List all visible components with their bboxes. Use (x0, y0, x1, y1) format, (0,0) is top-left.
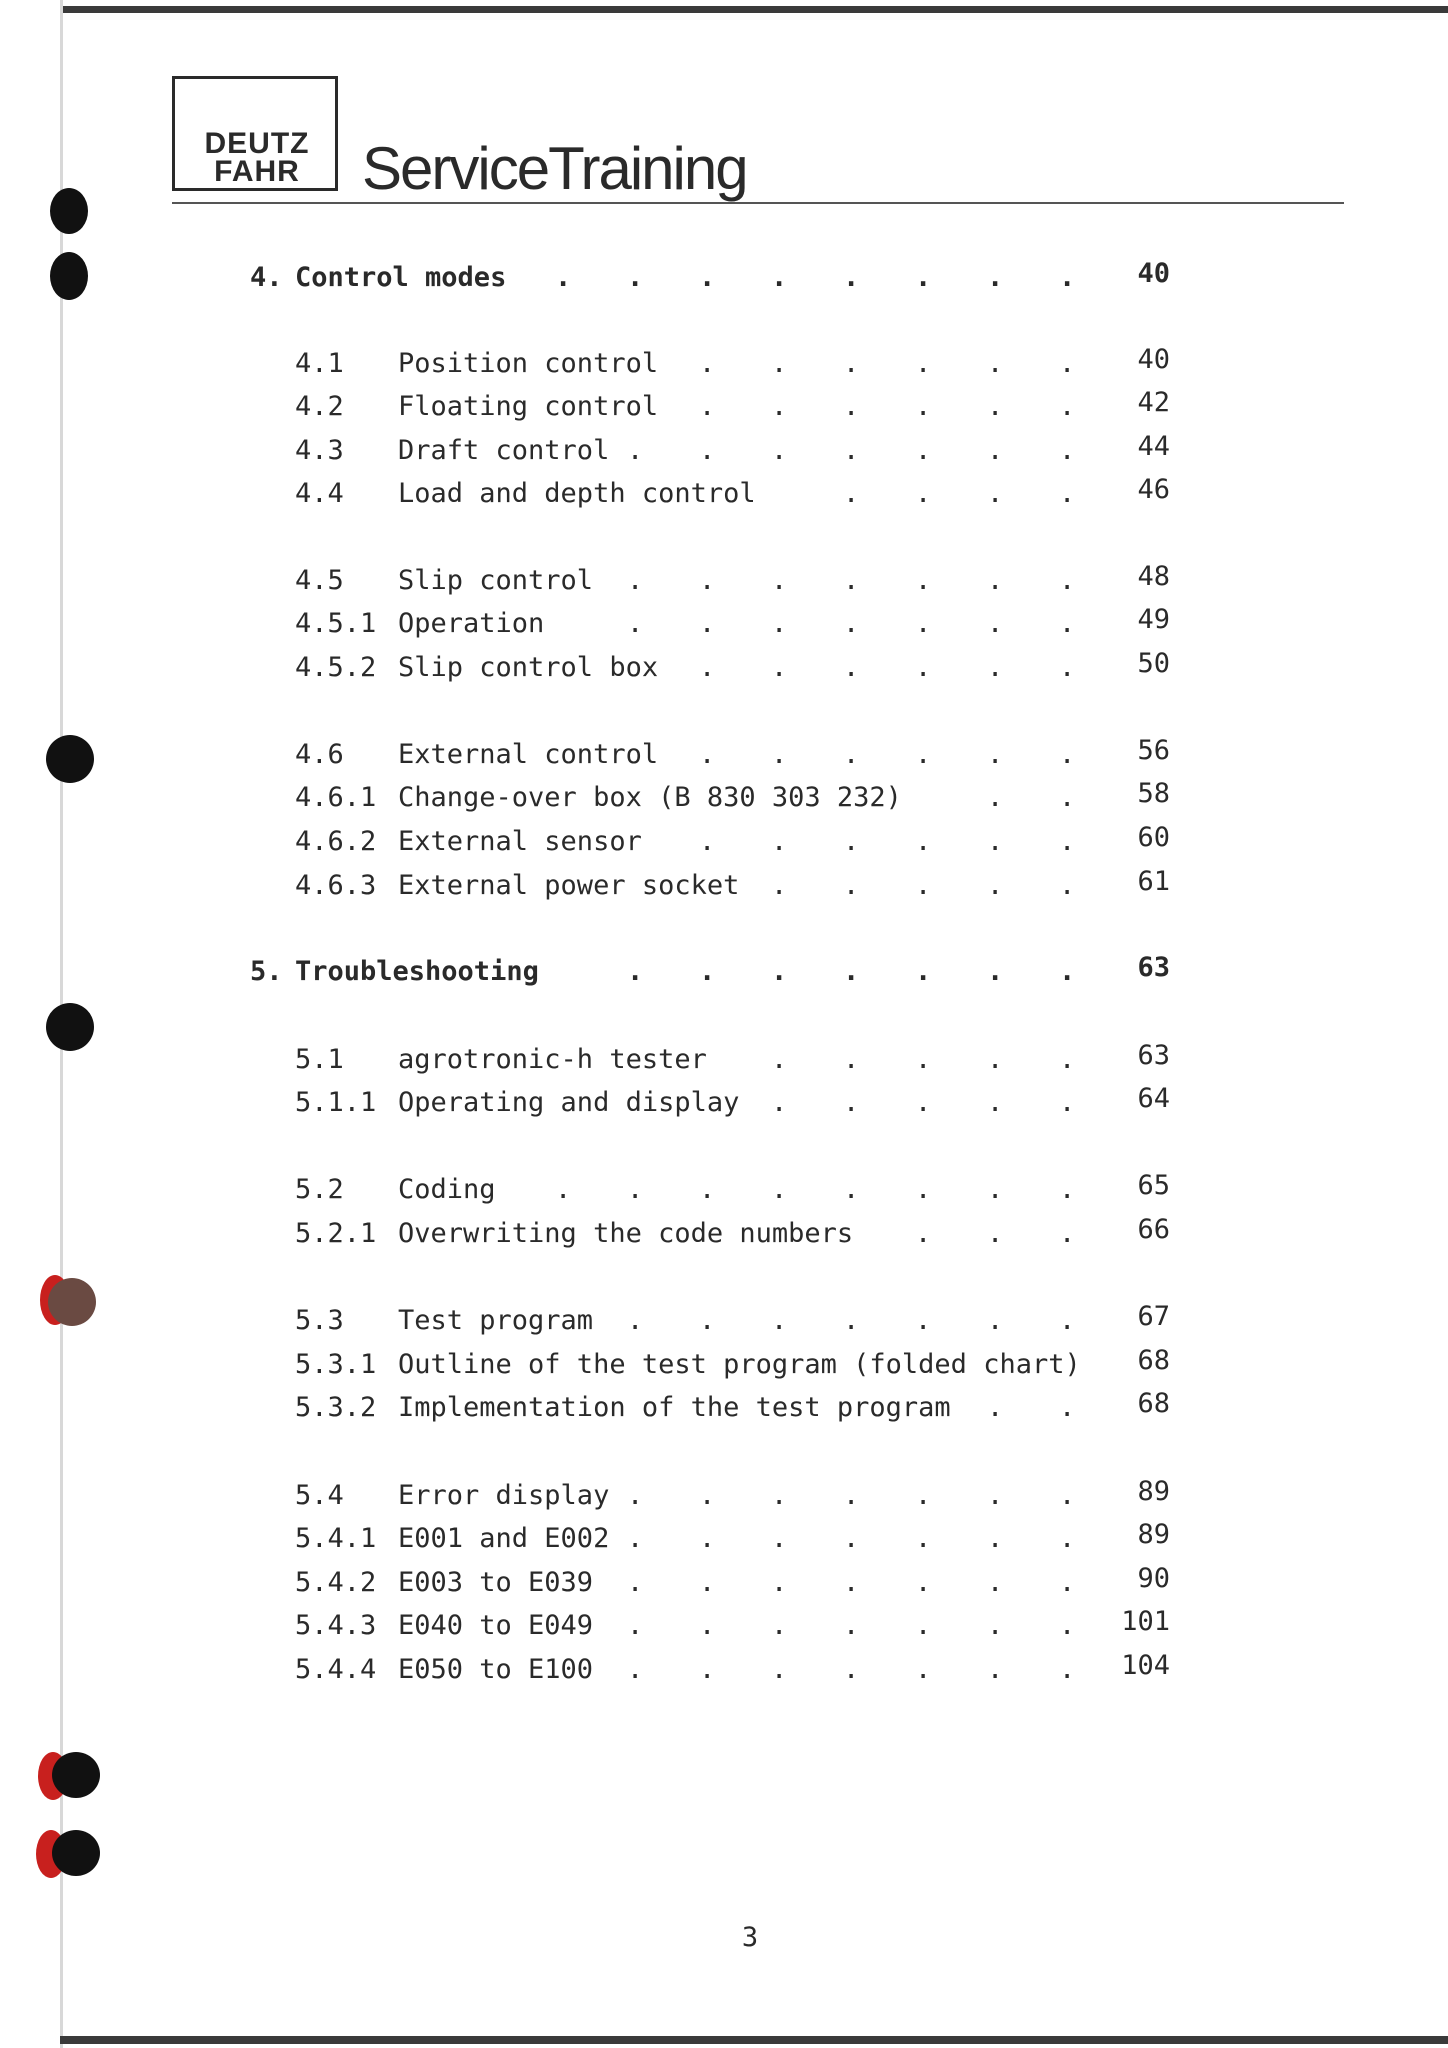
toc-dot-leader: . (771, 262, 788, 293)
toc-dot-leader: . (987, 956, 1004, 987)
toc-entry (0, 1476, 1448, 1516)
toc-entry (0, 778, 1448, 818)
toc-dot-leader: . (843, 652, 860, 683)
toc-entry (0, 1606, 1448, 1646)
toc-dot-leader: . (987, 1174, 1004, 1205)
toc-entry-number: 5.3.1 (295, 1349, 377, 1380)
toc-dot-leader: . (699, 1654, 716, 1685)
toc-dot-leader: . (843, 478, 860, 509)
toc-dot-leader: . (1059, 1218, 1076, 1249)
toc-dot-leader: . (699, 608, 716, 639)
toc-dot-leader: . (915, 1610, 932, 1641)
toc-dot-leader: . (1059, 1087, 1076, 1118)
toc-entry-title: Outline of the test program (folded chart) (398, 1349, 1081, 1380)
toc-dot-leader: . (627, 1654, 644, 1685)
toc-entry-title: Operating and display (398, 1087, 740, 1118)
toc-dot-leader: . (627, 435, 644, 466)
toc-dot-leader: . (699, 1610, 716, 1641)
toc-entry-page: 64 (1137, 1083, 1170, 1114)
toc-dot-leader: . (987, 1044, 1004, 1075)
toc-entry-number: 4.6.3 (295, 870, 377, 901)
toc-entry-title: E050 to E100 (398, 1654, 594, 1685)
toc-entry-page: 48 (1137, 561, 1170, 592)
toc-entry-page: 66 (1137, 1214, 1170, 1245)
toc-dot-leader: . (987, 478, 1004, 509)
toc-entry-number: 4.2 (295, 391, 344, 422)
toc-dot-leader: . (843, 1654, 860, 1685)
toc-dot-leader: . (915, 565, 932, 596)
toc-entry-number: 4.4 (295, 478, 344, 509)
toc-dot-leader: . (771, 1610, 788, 1641)
toc-dot-leader: . (915, 739, 932, 770)
toc-entry-page: 101 (1121, 1606, 1170, 1637)
toc-entry-number: 5.3.2 (295, 1392, 377, 1423)
toc-dot-leader: . (627, 1174, 644, 1205)
toc-entry-number: 5.1.1 (295, 1087, 377, 1118)
toc-dot-leader: . (771, 956, 788, 987)
toc-dot-leader: . (987, 1392, 1004, 1423)
toc-dot-leader: . (1059, 1392, 1076, 1423)
toc-dot-leader: . (1059, 1174, 1076, 1205)
toc-dot-leader: . (771, 1305, 788, 1336)
toc-dot-leader: . (771, 870, 788, 901)
toc-dot-leader: . (771, 1044, 788, 1075)
toc-entry (0, 604, 1448, 644)
toc-dot-leader: . (627, 262, 644, 293)
toc-entry-page: 67 (1137, 1301, 1170, 1332)
toc-dot-leader: . (1059, 782, 1076, 813)
toc-dot-leader: . (843, 870, 860, 901)
toc-dot-leader: . (843, 348, 860, 379)
toc-entry (0, 648, 1448, 688)
toc-entry-page: 46 (1137, 474, 1170, 505)
toc-dot-leader: . (843, 1567, 860, 1598)
toc-dot-leader: . (987, 1567, 1004, 1598)
toc-dot-leader: . (987, 1087, 1004, 1118)
toc-dot-leader: . (915, 1305, 932, 1336)
toc-dot-leader: . (987, 1610, 1004, 1641)
toc-entry (0, 1083, 1448, 1123)
toc-dot-leader: . (1059, 1480, 1076, 1511)
toc-dot-leader: . (771, 652, 788, 683)
toc-dot-leader: . (843, 956, 860, 987)
toc-entry-page: 42 (1137, 387, 1170, 418)
toc-dot-leader: . (627, 1305, 644, 1336)
toc-dot-leader: . (627, 565, 644, 596)
toc-dot-leader: . (915, 652, 932, 683)
toc-entry-number: 4.1 (295, 348, 344, 379)
toc-dot-leader: . (771, 1654, 788, 1685)
toc-dot-leader: . (915, 608, 932, 639)
toc-dot-leader: . (771, 565, 788, 596)
toc-entry-title: E003 to E039 (398, 1567, 594, 1598)
toc-dot-leader: . (1059, 739, 1076, 770)
toc-dot-leader: . (699, 956, 716, 987)
toc-dot-leader: . (843, 1480, 860, 1511)
toc-entry-page: 68 (1137, 1345, 1170, 1376)
toc-dot-leader: . (915, 1044, 932, 1075)
toc-dot-leader: . (627, 956, 644, 987)
toc-entry (0, 1301, 1448, 1341)
toc-dot-leader: . (627, 608, 644, 639)
toc-entry-number: 4.6.1 (295, 782, 377, 813)
toc-dot-leader: . (843, 1087, 860, 1118)
toc-dot-leader: . (699, 262, 716, 293)
toc-entry (0, 258, 1448, 298)
toc-entry-title: Control modes (295, 262, 507, 293)
toc-dot-leader: . (987, 565, 1004, 596)
toc-entry-page: 65 (1137, 1170, 1170, 1201)
toc-dot-leader: . (987, 652, 1004, 683)
toc-dot-leader: . (699, 565, 716, 596)
toc-dot-leader: . (699, 652, 716, 683)
toc-entry (0, 1563, 1448, 1603)
toc-entry (0, 952, 1448, 992)
toc-dot-leader: . (1059, 348, 1076, 379)
toc-entry-title: Draft control (398, 435, 610, 466)
toc-entry-page: 89 (1137, 1476, 1170, 1507)
toc-entry-number: 4.5.2 (295, 652, 377, 683)
toc-dot-leader: . (843, 435, 860, 466)
toc-entry-title: External power socket (398, 870, 740, 901)
toc-dot-leader: . (1059, 956, 1076, 987)
toc-dot-leader: . (1059, 1567, 1076, 1598)
toc-dot-leader: . (843, 608, 860, 639)
toc-entry-number: 5.3 (295, 1305, 344, 1336)
toc-entry-number: 4.5.1 (295, 608, 377, 639)
toc-dot-leader: . (555, 262, 572, 293)
toc-dot-leader: . (771, 1174, 788, 1205)
toc-dot-leader: . (771, 739, 788, 770)
toc-entry (0, 1345, 1448, 1385)
toc-dot-leader: . (699, 826, 716, 857)
toc-dot-leader: . (987, 1523, 1004, 1554)
toc-dot-leader: . (699, 1174, 716, 1205)
toc-dot-leader: . (1059, 262, 1076, 293)
toc-entry-page: 49 (1137, 604, 1170, 635)
toc-dot-leader: . (1059, 565, 1076, 596)
toc-dot-leader: . (987, 870, 1004, 901)
toc-dot-leader: . (843, 826, 860, 857)
toc-dot-leader: . (1059, 608, 1076, 639)
toc-dot-leader: . (1059, 1305, 1076, 1336)
toc-dot-leader: . (987, 608, 1004, 639)
toc-entry-title: External control (398, 739, 659, 770)
toc-entry-title: Test program (398, 1305, 594, 1336)
toc-entry-page: 63 (1137, 1040, 1170, 1071)
toc-entry (0, 431, 1448, 471)
toc-entry-title: E040 to E049 (398, 1610, 594, 1641)
toc-dot-leader: . (843, 1044, 860, 1075)
toc-dot-leader: . (1059, 1044, 1076, 1075)
toc-entry-number: 5.1 (295, 1044, 344, 1075)
toc-entry-title: Slip control (398, 565, 594, 596)
toc-entry-number: 5.2 (295, 1174, 344, 1205)
toc-dot-leader: . (987, 1305, 1004, 1336)
toc-entry-title: Operation (398, 608, 545, 639)
toc-dot-leader: . (915, 478, 932, 509)
toc-entry (0, 344, 1448, 384)
logo-line-2: FAHR (214, 155, 300, 188)
toc-dot-leader: . (987, 1654, 1004, 1685)
toc-dot-leader: . (1059, 826, 1076, 857)
toc-entry (0, 866, 1448, 906)
toc-dot-leader: . (843, 1174, 860, 1205)
toc-dot-leader: . (771, 435, 788, 466)
toc-dot-leader: . (771, 1480, 788, 1511)
toc-entry-title: Troubleshooting (295, 956, 539, 987)
toc-entry-title: Position control (398, 348, 659, 379)
toc-dot-leader: . (987, 1218, 1004, 1249)
toc-entry-number: 5.4.2 (295, 1567, 377, 1598)
toc-dot-leader: . (771, 1087, 788, 1118)
toc-dot-leader: . (771, 348, 788, 379)
toc-dot-leader: . (987, 435, 1004, 466)
toc-dot-leader: . (843, 1610, 860, 1641)
toc-dot-leader: . (915, 1087, 932, 1118)
toc-entry-title: Error display (398, 1480, 610, 1511)
toc-entry-page: 44 (1137, 431, 1170, 462)
toc-entry-title: Floating control (398, 391, 659, 422)
toc-dot-leader: . (915, 1174, 932, 1205)
toc-dot-leader: . (915, 870, 932, 901)
toc-dot-leader: . (915, 1654, 932, 1685)
toc-dot-leader: . (699, 1480, 716, 1511)
toc-dot-leader: . (1059, 652, 1076, 683)
toc-dot-leader: . (699, 1567, 716, 1598)
toc-entry-page: 68 (1137, 1388, 1170, 1419)
toc-entry-page: 60 (1137, 822, 1170, 853)
toc-dot-leader: . (627, 1523, 644, 1554)
toc-entry-page: 58 (1137, 778, 1170, 809)
toc-dot-leader: . (843, 262, 860, 293)
toc-entry (0, 1388, 1448, 1428)
logo-line-1: DEUTZ (204, 127, 310, 160)
toc-dot-leader: . (627, 1567, 644, 1598)
toc-entry-number: 5.2.1 (295, 1218, 377, 1249)
toc-dot-leader: . (843, 565, 860, 596)
toc-dot-leader: . (699, 739, 716, 770)
toc-entry (0, 735, 1448, 775)
toc-dot-leader: . (915, 1523, 932, 1554)
toc-entry-title: Coding (398, 1174, 496, 1205)
toc-entry (0, 474, 1448, 514)
toc-dot-leader: . (771, 391, 788, 422)
toc-entry-page: 104 (1121, 1650, 1170, 1681)
toc-entry-number: 5.4.1 (295, 1523, 377, 1554)
toc-entry-number: 4.3 (295, 435, 344, 466)
toc-dot-leader: . (627, 1480, 644, 1511)
toc-entry (0, 1040, 1448, 1080)
toc-entry-page: 63 (1137, 952, 1170, 983)
toc-dot-leader: . (915, 1480, 932, 1511)
toc-dot-leader: . (699, 435, 716, 466)
toc-entry-number: 5. (250, 956, 283, 987)
toc-dot-leader: . (915, 826, 932, 857)
toc-dot-leader: . (771, 826, 788, 857)
toc-dot-leader: . (987, 782, 1004, 813)
toc-entry-page: 61 (1137, 866, 1170, 897)
toc-entry-title: Change-over box (B 830 303 232) (398, 782, 902, 813)
toc-entry-page: 56 (1137, 735, 1170, 766)
toc-dot-leader: . (987, 826, 1004, 857)
toc-entry-page: 40 (1137, 258, 1170, 289)
toc-entry-number: 4. (250, 262, 283, 293)
toc-dot-leader: . (771, 608, 788, 639)
toc-entry-number: 5.4.3 (295, 1610, 377, 1641)
toc-entry (0, 1214, 1448, 1254)
toc-entry (0, 1650, 1448, 1690)
toc-dot-leader: . (843, 391, 860, 422)
toc-dot-leader: . (915, 262, 932, 293)
toc-dot-leader: . (1059, 391, 1076, 422)
toc-dot-leader: . (1059, 435, 1076, 466)
toc-entry (0, 1519, 1448, 1559)
toc-dot-leader: . (1059, 1610, 1076, 1641)
toc-dot-leader: . (843, 1305, 860, 1336)
toc-entry (0, 822, 1448, 862)
toc-dot-leader: . (555, 1174, 572, 1205)
toc-entry (0, 561, 1448, 601)
toc-dot-leader: . (1059, 1654, 1076, 1685)
toc-entry-title: External sensor (398, 826, 642, 857)
toc-entry (0, 387, 1448, 427)
toc-dot-leader: . (843, 739, 860, 770)
toc-entry-title: E001 and E002 (398, 1523, 610, 1554)
toc-entry-number: 4.5 (295, 565, 344, 596)
toc-dot-leader: . (699, 1523, 716, 1554)
toc-dot-leader: . (1059, 870, 1076, 901)
toc-dot-leader: . (915, 1567, 932, 1598)
toc-entry-page: 90 (1137, 1563, 1170, 1594)
toc-dot-leader: . (699, 348, 716, 379)
toc-dot-leader: . (915, 435, 932, 466)
toc-dot-leader: . (1059, 1523, 1076, 1554)
toc-dot-leader: . (915, 956, 932, 987)
toc-dot-leader: . (987, 391, 1004, 422)
toc-entry-title: agrotronic-h tester (398, 1044, 707, 1075)
page-number: 3 (741, 1922, 759, 1953)
toc-dot-leader: . (987, 739, 1004, 770)
toc-entry-number: 4.6 (295, 739, 344, 770)
toc-dot-leader: . (699, 1305, 716, 1336)
toc-dot-leader: . (1059, 478, 1076, 509)
toc-entry-number: 5.4.4 (295, 1654, 377, 1685)
toc-entry-title: Overwriting the code numbers (398, 1218, 854, 1249)
toc-dot-leader: . (915, 348, 932, 379)
toc-dot-leader: . (771, 1567, 788, 1598)
toc-dot-leader: . (627, 1610, 644, 1641)
toc-dot-leader: . (699, 391, 716, 422)
toc-entry-number: 4.6.2 (295, 826, 377, 857)
toc-entry-page: 50 (1137, 648, 1170, 679)
toc-entry-title: Implementation of the test program (398, 1392, 951, 1423)
toc-dot-leader: . (843, 1523, 860, 1554)
toc-entry-title: Load and depth control (398, 478, 756, 509)
toc-entry (0, 1170, 1448, 1210)
toc-dot-leader: . (915, 1218, 932, 1249)
toc-dot-leader: . (987, 348, 1004, 379)
toc-dot-leader: . (771, 1523, 788, 1554)
service-training-title: ServiceTraining (362, 135, 747, 202)
toc-entry-number: 5.4 (295, 1480, 344, 1511)
toc-dot-leader: . (987, 1480, 1004, 1511)
toc-dot-leader: . (915, 391, 932, 422)
toc-entry-page: 40 (1137, 344, 1170, 375)
toc-dot-leader: . (987, 262, 1004, 293)
toc-entry-title: Slip control box (398, 652, 659, 683)
toc-entry-page: 89 (1137, 1519, 1170, 1550)
